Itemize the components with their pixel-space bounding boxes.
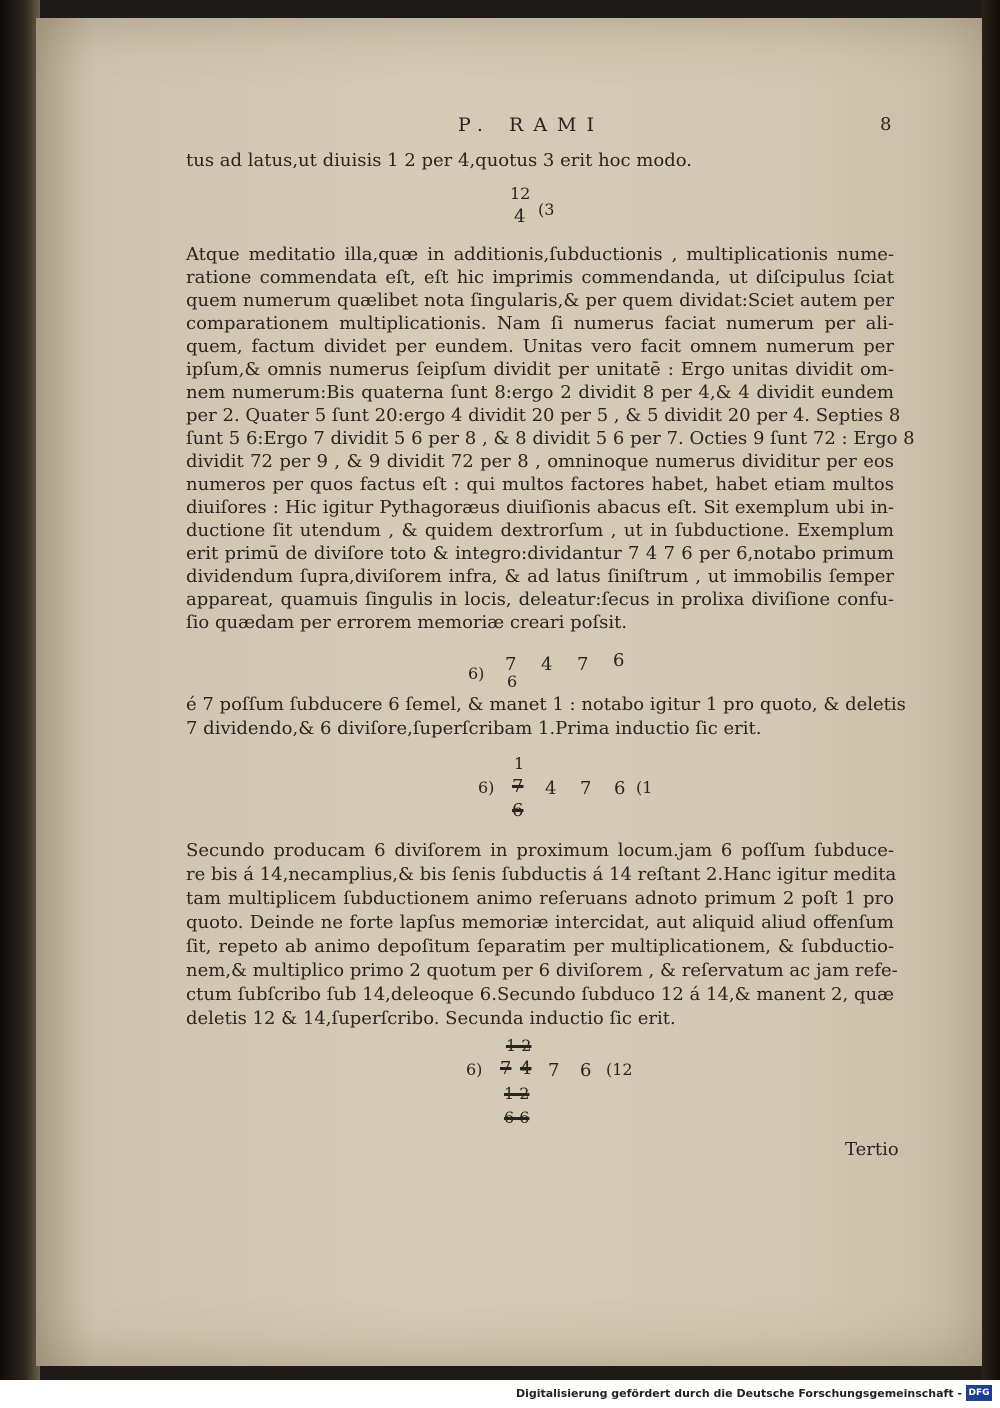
example3-below-struck: 6 (512, 800, 524, 821)
example3-digit: 6 (614, 778, 626, 799)
text-line: ductione ſit utendum , & quidem dextrorſum , ut in ſubductione. Exemplum (186, 520, 894, 541)
example4-divisor: 6) (466, 1060, 483, 1079)
example2-divisor-below: 6 (507, 672, 518, 691)
example2-divisor: 6) (468, 664, 485, 683)
example4-digit: 7 (548, 1060, 560, 1081)
text-line: dividendum ſupra,diviſorem infra, & ad latus ſiniſtrum , ut immobilis ſemper (186, 566, 894, 587)
text-line: erit primū de diviſore toto & integro:dividantur 7 4 7 6 per 6,notabo primum (186, 543, 894, 564)
text-line: ſit, repeto ab animo depoſitum ſeparatim per multiplicationem, & ſubductio- (186, 936, 894, 957)
text-line: quem numerum quælibet nota ſingularis,& per quem dividat:Sciet autem per (186, 290, 894, 311)
example4-digit: 6 (580, 1060, 592, 1081)
example2-digit: 4 (541, 654, 553, 675)
example4-row1: 1 2 (506, 1036, 532, 1055)
example3-divisor: 6) (478, 778, 495, 797)
text-line: re bis á 14,necamplius,& bis ſenis ſubductis á 14 reſtant 2.Hanc igitur medita (186, 864, 897, 885)
example3-digit-struck: 7 (512, 776, 524, 797)
text-line: per 2. Quater 5 ſunt 20:ergo 4 dividit 20 per 5 , & 5 dividit 20 per 4. Septies 8 (186, 405, 901, 426)
text-line: nem numerum:Bis quaterna ſunt 8:ergo 2 dividit 8 per 4,& 4 dividit eundem (186, 382, 894, 403)
text-line: quoto. Deinde ne forte lapſus memoriæ intercidat, aut aliquid aliud offenſum (186, 912, 894, 933)
text-line: ſunt 5 6:Ergo 7 dividit 5 6 per 8 , & 8 dividit 5 6 per 7. Octies 9 ſunt 72 : Ergo 8 (186, 428, 915, 449)
example3-digit: 4 (545, 778, 557, 799)
text-line: quem, factum dividet per eundem. Unitas vero facit omnem numerum per (186, 336, 894, 357)
book-gutter (0, 0, 40, 1380)
text-line: diuiſores : Hic igitur Pythagoræus diuiſionis abacus eſt. Sit exemplum ubi in- (186, 497, 894, 518)
example3-above: 1 (514, 754, 525, 773)
example4-quotient: (12 (606, 1060, 633, 1079)
text-line: deletis 12 & 14,ſuperſcribo. Secunda inductio ſic erit. (186, 1008, 676, 1029)
text-line: tus ad latus,ut diuisis 1 2 per 4,quotus 3 erit hoc modo. (186, 150, 692, 171)
text-line: comparationem multiplicationis. Nam ſi numerus faciat numerum per ali- (186, 313, 894, 334)
text-line: Atque meditatio illa,quæ in additionis,ſubductionis , multiplicationis nume- (186, 244, 894, 265)
footer-bar (0, 1380, 1000, 1408)
example1-divisor: 4 (514, 206, 526, 227)
example3-digit: 7 (580, 778, 592, 799)
text-line: ctum ſubſcribo ſub 14,deleoque 6.Secundo ſubduco 12 á 14,& manent 2, quæ (186, 984, 894, 1005)
example1-quotient: (3 (538, 200, 555, 219)
dfg-logo: DFG (966, 1385, 992, 1401)
text-line: ſio quædam per errorem memoriæ creari poſsit. (186, 612, 628, 633)
catchword: Tertio (845, 1139, 899, 1160)
example4-row4: 6 6 (504, 1108, 530, 1127)
example2-digit: 7 (505, 654, 517, 675)
page-right-edge (982, 0, 1000, 1380)
text-line: 7 dividendo,& 6 diviſore,ſuperſcribam 1.Prima inductio ſic erit. (186, 718, 762, 739)
example4-digit-struck: 4 (520, 1058, 532, 1079)
text-line: ratione commendata eſt, eſt hic imprimis commendanda, ut diſcipulus ſciat (186, 267, 894, 288)
page-number: 8 (880, 114, 892, 135)
example2-digit: 7 (577, 654, 589, 675)
text-line: appareat, quamuis ſingulis in locis, deleatur:ſecus in prolixa diviſione confu- (186, 589, 894, 610)
book-page (36, 18, 986, 1366)
text-line: nem,& multiplico primo 2 quotum per 6 diviſorem , & reſervatum ac jam refe- (186, 960, 898, 981)
running-head: P. RAMI (458, 114, 604, 136)
example1-dividend: 12 (510, 184, 531, 203)
text-line: ipſum,& omnis numerus ſeipſum dividit per unitatē : Ergo unitas dividit om- (186, 359, 894, 380)
example4-digit-struck: 7 (500, 1058, 512, 1079)
text-line: dividit 72 per 9 , & 9 dividit 72 per 8 , omninoque numerus dividitur per eos (186, 451, 894, 472)
text-line: tam multiplicem ſubductionem animo reſeruans adnoto primum 2 poſt 1 pro (186, 888, 894, 909)
text-line: numeros per quos factus eſt : qui multos factores habet, habet etiam multos (186, 474, 894, 495)
example4-row3: 1 2 (504, 1084, 530, 1103)
example2-digit: 6 (613, 650, 625, 671)
example3-quotient: (1 (636, 778, 653, 797)
text-line: é 7 poſſum ſubducere 6 ſemel, & manet 1 : notabo igitur 1 pro quoto, & deletis (186, 694, 906, 715)
text-line: Secundo producam 6 diviſorem in proximum locum.jam 6 poſſum ſubduce- (186, 840, 894, 861)
footer-credit: Digitalisierung gefördert durch die Deutsche Forschungsgemeinschaft - (515, 1387, 962, 1400)
